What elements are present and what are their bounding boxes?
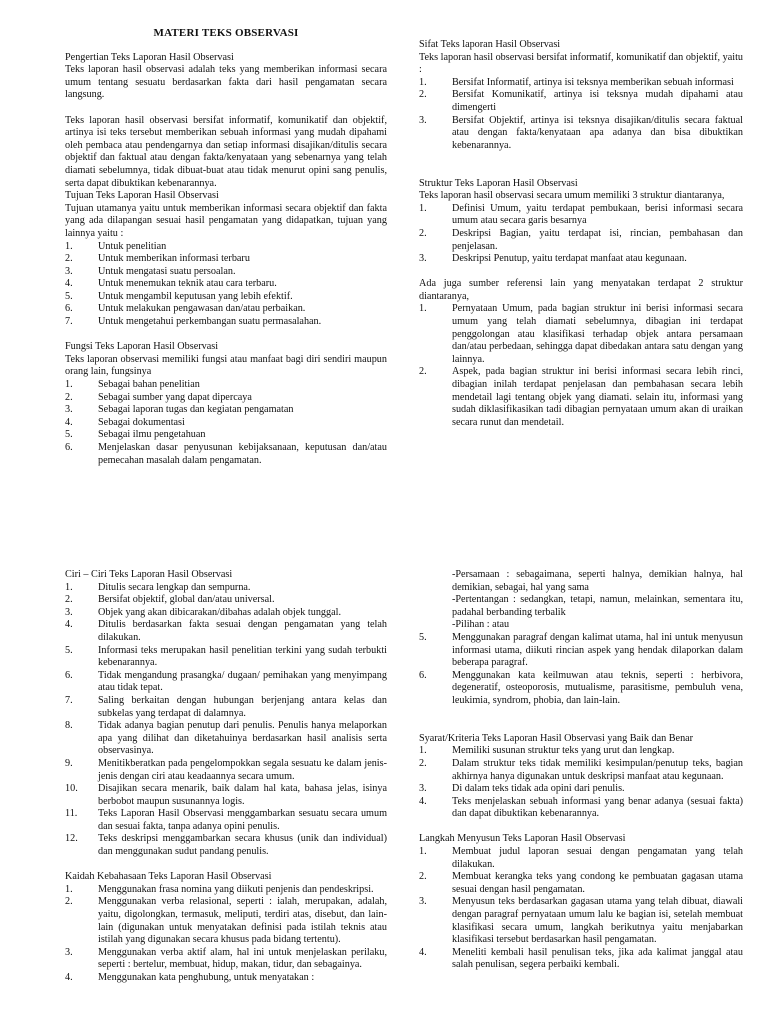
sifat-heading: Sifat Teks laporan Hasil Observasi bbox=[419, 39, 561, 50]
list-item-text: Menggunakan frasa nomina yang diikuti penjenis dan pendeskripsi. bbox=[98, 883, 374, 895]
list-item-number: 3. bbox=[65, 946, 73, 958]
list-item bbox=[65, 417, 387, 430]
list-item bbox=[419, 77, 743, 90]
list-item bbox=[65, 594, 387, 607]
list-item-number: 7. bbox=[65, 694, 73, 706]
list-item bbox=[65, 783, 387, 808]
list-item-text: Definisi Umum, yaitu terdapat pembukaan, berisi informasi secara umum atau secara garis besarnya bbox=[452, 202, 743, 227]
list-item-text: Membuat kerangka teks yang condong ke pembuatan gagasan utama sesuai dengan hasil pengamatan. bbox=[452, 871, 743, 895]
list-item bbox=[65, 392, 387, 405]
list-item bbox=[419, 783, 743, 796]
list-item-text: Teks menjelaskan sebuah informasi yang benar adanya (sesuai fakta) dan dapat dibuktikan kebenarannya. bbox=[452, 795, 743, 820]
list-item-text: Ditulis berdasarkan fakta sesuai dengan pengamatan yang telah dilakukan. bbox=[98, 619, 387, 643]
list-item-text: Bersifat objektif, global dan/atau universal. bbox=[98, 594, 275, 606]
list-item bbox=[65, 379, 387, 392]
list-item-text: Sebagai bahan penelitian bbox=[98, 379, 200, 391]
list-item bbox=[419, 896, 743, 946]
list-item-number: 2. bbox=[65, 391, 73, 403]
list-item bbox=[65, 670, 387, 695]
syarat-list bbox=[419, 745, 743, 821]
list-item-text: Dalam struktur teks tidak memiliki kesimpulan/penutup teks, bagian akhirnya hanya digunakan untuk deskripsi manfaat atau kegunaan. bbox=[452, 757, 743, 782]
list-item-number: 8. bbox=[65, 720, 73, 732]
list-item-number: 3. bbox=[419, 114, 427, 126]
list-item-number: 4. bbox=[65, 416, 73, 428]
ciri-list bbox=[65, 582, 387, 859]
list-item bbox=[419, 115, 743, 153]
list-item bbox=[419, 871, 743, 896]
kaidah-sub-pertentangan: -Pertentangan : sedangkan, tetapi, namun, melainkan, sementara itu, padahal berbanding terbalik bbox=[452, 594, 743, 618]
list-item-text: Objek yang akan dibicarakan/dibahas adalah objek tunggal. bbox=[98, 606, 341, 618]
list-item bbox=[419, 758, 743, 783]
list-item bbox=[419, 796, 743, 821]
list-item bbox=[65, 303, 387, 316]
referensi-list bbox=[419, 303, 743, 429]
list-item bbox=[65, 695, 387, 720]
document-title: MATERI TEKS OBSERVASI bbox=[153, 27, 299, 39]
list-item-number: 2. bbox=[419, 871, 427, 883]
syarat-heading: Syarat/Kriteria Teks Laporan Hasil Observasi yang Baik dan Benar bbox=[419, 732, 694, 744]
list-item-number: 1. bbox=[419, 202, 427, 214]
list-item-text: Sebagai sumber yang dapat dipercaya bbox=[98, 391, 252, 403]
fungsi-heading: Fungsi Teks Laporan Hasil Observasi bbox=[65, 341, 219, 353]
list-item bbox=[65, 278, 387, 291]
list-item-number: 6. bbox=[65, 303, 73, 315]
kaidah-sub-pilihan: -Pilihan : atau bbox=[452, 619, 510, 631]
list-item-number: 7. bbox=[65, 316, 73, 328]
list-item bbox=[419, 947, 743, 972]
list-item bbox=[65, 758, 387, 783]
list-item-text: Bersifat Informatif, artinya isi teksnya memberikan sebuah informasi bbox=[452, 76, 734, 88]
page1-right-column bbox=[419, 39, 743, 429]
list-item-text: Sebagai laporan tugas dan kegiatan pengamatan bbox=[98, 404, 294, 416]
list-item-number: 4. bbox=[65, 619, 73, 631]
list-item-text: Deskripsi Bagian, yaitu terdapat isi, rincian, pembahasan dan penjelasan. bbox=[452, 227, 743, 252]
list-item bbox=[65, 896, 387, 946]
list-item-number: 6. bbox=[65, 442, 73, 453]
list-item-text: Pernyataan Umum, pada bagian struktur ini berisi informasi secara umum yang telah diamati sebelumnya, dibagian ini terdapat penggolongan atau klasifikasi terhadap objek antara persamaan dan/atau perbedaan, sehingga dapat dibedakan antara satu dengan yang lainnya. bbox=[452, 303, 743, 365]
list-item bbox=[419, 89, 743, 114]
struktur-intro: Teks laporan hasil observasi secara umum memiliki 3 struktur diantaranya, bbox=[419, 190, 725, 202]
list-item-number: 6. bbox=[65, 669, 73, 681]
page2-right-column bbox=[419, 569, 743, 972]
list-item-text: Menjelaskan dasar penyusunan kebijaksanaan, keputusan dan/atau pemecahan masalah dalam pengamatan. bbox=[98, 442, 387, 466]
list-item-text: Meneliti kembali hasil penulisan teks, jika ada kalimat janggal atau salah penulisan, segera perbaiki kembali. bbox=[452, 946, 743, 971]
list-item-number: 12. bbox=[65, 833, 78, 845]
list-item-text: Bersifat Komunikatif, artinya isi teksnya mudah dipahami atau dimengerti bbox=[452, 89, 743, 113]
list-item-number: 2. bbox=[419, 366, 427, 378]
list-item-text: Teks Laporan Hasil Observasi menggambarkan sesuatu secara umum dan sesuai fakta, tanpa adanya opini penulis. bbox=[98, 808, 387, 832]
list-item bbox=[65, 253, 387, 266]
list-item bbox=[65, 947, 387, 972]
list-item-text: Disajikan secara menarik, baik dalam hal kata, bahasa jelas, isinya berbobot maupun susunannya logis. bbox=[98, 783, 387, 807]
list-item bbox=[65, 241, 387, 254]
list-item-text: Untuk memberikan informasi terbaru bbox=[98, 253, 250, 265]
list-item-number: 2. bbox=[65, 896, 73, 908]
list-item-text: Teks deskripsi menggambarkan secara khusus (unik dan individual) dan menggunakan sudut pandang penulis. bbox=[98, 833, 387, 858]
list-item-text: Untuk mengambil keputusan yang lebih efektif. bbox=[98, 290, 293, 302]
list-item-number: 3. bbox=[419, 783, 427, 795]
list-item bbox=[65, 429, 387, 442]
fungsi-list bbox=[65, 379, 387, 467]
list-item-number: 9. bbox=[65, 757, 73, 769]
list-item-number: 2. bbox=[419, 757, 427, 769]
list-item bbox=[65, 720, 387, 758]
list-item bbox=[65, 404, 387, 417]
list-item-number: 4. bbox=[65, 972, 73, 983]
list-item-number: 1. bbox=[65, 379, 73, 391]
list-item-text: Bersifat Objektif, artinya isi teksnya disajikan/ditulis secara faktual atau dengan fakta/kenyataan apa adanya dan bisa dibuktikan kebenarannya. bbox=[452, 114, 743, 151]
list-item bbox=[419, 846, 743, 871]
list-item-number: 5. bbox=[65, 290, 73, 302]
referensi-intro: Ada juga sumber referensi lain yang menyatakan terdapat 2 struktur diantaranya, bbox=[419, 278, 743, 302]
list-item-text: Menggunakan verba aktif alam, hal ini untuk menjelaskan perilaku, seperti : bertelur, membuat, hidup, makan, tidur, dan sebagainya. bbox=[98, 946, 387, 971]
list-item-text: Sebagai dokumentasi bbox=[98, 416, 185, 428]
kaidah-heading: Kaidah Kebahasaan Teks Laporan Hasil Observasi bbox=[65, 871, 272, 883]
list-item-number: 1. bbox=[65, 883, 73, 895]
list-item-text: Menggunakan kata keilmuwan atau teknis, seperti : herbivora, degeneratif, osteoporosis, mutualisme, parasitisme, pembuluh vena, leukimia, syndrom, phobia, dan lain-lain. bbox=[452, 669, 743, 706]
tujuan-list bbox=[65, 241, 387, 329]
list-item-number: 2. bbox=[65, 253, 73, 265]
list-item bbox=[65, 607, 387, 620]
struktur-list bbox=[419, 203, 743, 266]
list-item-text: Menggunakan paragraf dengan kalimat utama, hal ini untuk menyusun informasi utama, diikuti rincian aspek yang hendak dilaporkan dalam beberapa paragraf. bbox=[452, 631, 743, 669]
list-item-number: 1. bbox=[419, 303, 427, 315]
list-item-text: Membuat judul laporan sesuai dengan pengamatan yang telah dilakukan. bbox=[452, 846, 743, 870]
list-item-text: Untuk mengatasi suatu persoalan. bbox=[98, 265, 236, 277]
list-item-text: Menyusun teks berdasarkan gagasan utama yang telah dibuat, diawali dengan paragraf pernyataan umum lalu ke bagian isi, setelah membuat klasifikasi secara umum, langkah berikutnya yaitu menjabarkan klasifikasi tersebut berdasarkan hasil pengamatan. bbox=[452, 896, 743, 946]
list-item-text: Informasi teks merupakan hasil penelitian terkini yang sudah terbukti kebenarannya. bbox=[98, 644, 387, 669]
list-item bbox=[65, 884, 387, 897]
list-item-number: 1. bbox=[419, 76, 427, 88]
list-item bbox=[419, 203, 743, 228]
list-item-number: 3. bbox=[65, 265, 73, 277]
list-item bbox=[419, 228, 743, 253]
list-item-number: 5. bbox=[65, 429, 73, 441]
list-item bbox=[419, 303, 743, 366]
list-item bbox=[419, 366, 743, 429]
page1-left-column bbox=[65, 27, 387, 467]
list-item-text: Ditulis secara lengkap dan sempurna. bbox=[98, 581, 251, 593]
list-item bbox=[419, 670, 743, 708]
list-item-number: 1. bbox=[419, 745, 427, 757]
list-item-number: 3. bbox=[419, 253, 427, 265]
list-item bbox=[65, 972, 387, 985]
list-item bbox=[65, 266, 387, 279]
page2-left-column bbox=[65, 569, 387, 985]
list-item-number: 4. bbox=[419, 946, 427, 958]
pengertian-paragraph-1: Teks laporan hasil observasi adalah teks yang memberikan informasi secara umum tentang sesuatu berdasarkan fakta dari hasil pengamatan secara langsung. bbox=[65, 64, 387, 101]
list-item-number: 2. bbox=[65, 594, 73, 606]
list-item-text: Memiliki susunan struktur teks yang urut dan lengkap. bbox=[452, 745, 675, 757]
sifat-list bbox=[419, 77, 743, 153]
list-item-number: 2. bbox=[419, 227, 427, 239]
list-item-number: 5. bbox=[419, 631, 427, 643]
list-item-text: Deskripsi Penutup, yaitu terdapat manfaat atau kegunaan. bbox=[452, 253, 687, 265]
list-item-number: 3. bbox=[65, 404, 73, 416]
list-item-number: 4. bbox=[419, 795, 427, 807]
fungsi-intro: Teks laporan observasi memiliki fungsi atau manfaat bagi diri sendiri maupun orang lain, fungsinya bbox=[65, 353, 387, 378]
list-item-number: 4. bbox=[65, 278, 73, 290]
list-item-text: Saling berkaitan dengan hubungan berjenjang antara kelas dan subkelas yang terdapat di dalamnya. bbox=[98, 694, 387, 719]
list-item-text: Menggunakan verba relasional, seperti : ialah, merupakan, adalah, yaitu, digolongkan, termasuk, meliputi, terdiri atas, disebut, dan lain-lain (digunakan untuk menyatakan definisi pada istilah teknis atau istilah yang digunakan secara khusus pada bidang tertentu). bbox=[98, 896, 387, 946]
list-item-number: 1. bbox=[65, 581, 73, 593]
sifat-intro: Teks laporan hasil observasi bersifat informatif, komunikatif dan objektif, yaitu : bbox=[419, 51, 743, 76]
list-item-number: 3. bbox=[65, 606, 73, 618]
list-item-number: 10. bbox=[65, 783, 78, 795]
tujuan-heading: Tujuan Teks Laporan Hasil Observasi bbox=[65, 190, 219, 202]
list-item-text: Di dalam teks tidak ada opini dari penulis. bbox=[452, 783, 625, 795]
list-item bbox=[65, 582, 387, 595]
kaidah-list-continued bbox=[419, 632, 743, 708]
list-item-number: 11. bbox=[65, 808, 78, 820]
list-item-text: Tidak mengandung prasangka/ dugaan/ pemihakan yang menyimpang atau tidak tepat. bbox=[98, 669, 387, 694]
ciri-heading: Ciri – Ciri Teks Laporan Hasil Observasi bbox=[65, 569, 233, 580]
list-item-number: 1. bbox=[419, 846, 427, 858]
list-item bbox=[65, 645, 387, 670]
list-item-number: 3. bbox=[419, 896, 427, 908]
list-item-text: Menggunakan kata penghubung, untuk menyatakan : bbox=[98, 972, 315, 983]
list-item bbox=[65, 316, 387, 329]
list-item bbox=[65, 442, 387, 467]
pengertian-heading: Pengertian Teks Laporan Hasil Observasi bbox=[65, 51, 234, 63]
list-item-text: Menitikberatkan pada pengelompokkan segala sesuatu ke dalam jenis-jenis dengan ciri atau keadaannya secara umum. bbox=[98, 757, 387, 782]
list-item bbox=[65, 808, 387, 833]
list-item-text: Tidak adanya bagian penutup dari penulis. Penulis hanya melaporkan apa yang dilihat dan diketahuinya berdasarkan hasil analisis serta observasinya. bbox=[98, 720, 387, 757]
list-item-number: 5. bbox=[65, 644, 73, 656]
list-item-number: 6. bbox=[419, 669, 427, 681]
list-item-number: 2. bbox=[419, 89, 427, 101]
list-item bbox=[419, 632, 743, 670]
list-item-text: Untuk penelitian bbox=[98, 240, 167, 252]
list-item-text: Untuk mengetahui perkembangan suatu permasalahan. bbox=[98, 316, 322, 328]
list-item bbox=[65, 619, 387, 644]
list-item bbox=[419, 253, 743, 266]
langkah-list bbox=[419, 846, 743, 972]
list-item-number: 1. bbox=[65, 240, 73, 252]
langkah-heading: Langkah Menyusun Teks Laporan Hasil Observasi bbox=[419, 833, 626, 845]
kaidah-sub-persamaan: -Persamaan : sebagaimana, seperti halnya, demikian halnya, hal demikian, sebagai, hal yang sama bbox=[452, 569, 743, 593]
list-item bbox=[65, 833, 387, 858]
list-item bbox=[419, 745, 743, 758]
struktur-heading: Struktur Teks Laporan Hasil Observasi bbox=[419, 177, 578, 189]
list-item-text: Untuk menemukan teknik atau cara terbaru. bbox=[98, 278, 277, 290]
pengertian-paragraph-2: Teks laporan hasil observasi bersifat informatif, komunikatif dan objektif, artinya isi teks tersebut memberikan sebuah informasi yang mudah dipahami oleh pembaca atau pendengarnya dan setiap informasi disajikan/ditulis secara objektif dan faktual atau dengan fakta/kenyataan yang sebenarnya yang telah diamati sebelumnya, tidak dibuat-buat atau tidak menurut opini sang penulis, serta dapat dibuktikan kebenarannya. bbox=[65, 114, 387, 189]
kaidah-list bbox=[65, 884, 387, 985]
list-item-text: Untuk melakukan pengawasan dan/atau perbaikan. bbox=[98, 303, 306, 315]
tujuan-intro: Tujuan utamanya yaitu untuk memberikan informasi secara objektif dan fakta yang ada dilapangan sesuai hasil pengamatan yang didapatkan, tujuan yang lainnya yaitu : bbox=[65, 202, 387, 239]
list-item bbox=[65, 291, 387, 304]
list-item-text: Aspek, pada bagian struktur ini berisi informasi secara lebih rinci, dibagian inilah terdapat penjelasan dan pembahasan secara lebih mendetail lagi tentang objek yang diamati. selain itu, informasi yang sudah diklasifikasikan tadi dibagian pernyataan umum akan di uraikan secara runut dan mendetail. bbox=[452, 366, 743, 428]
list-item-text: Sebagai ilmu pengetahuan bbox=[98, 429, 206, 441]
